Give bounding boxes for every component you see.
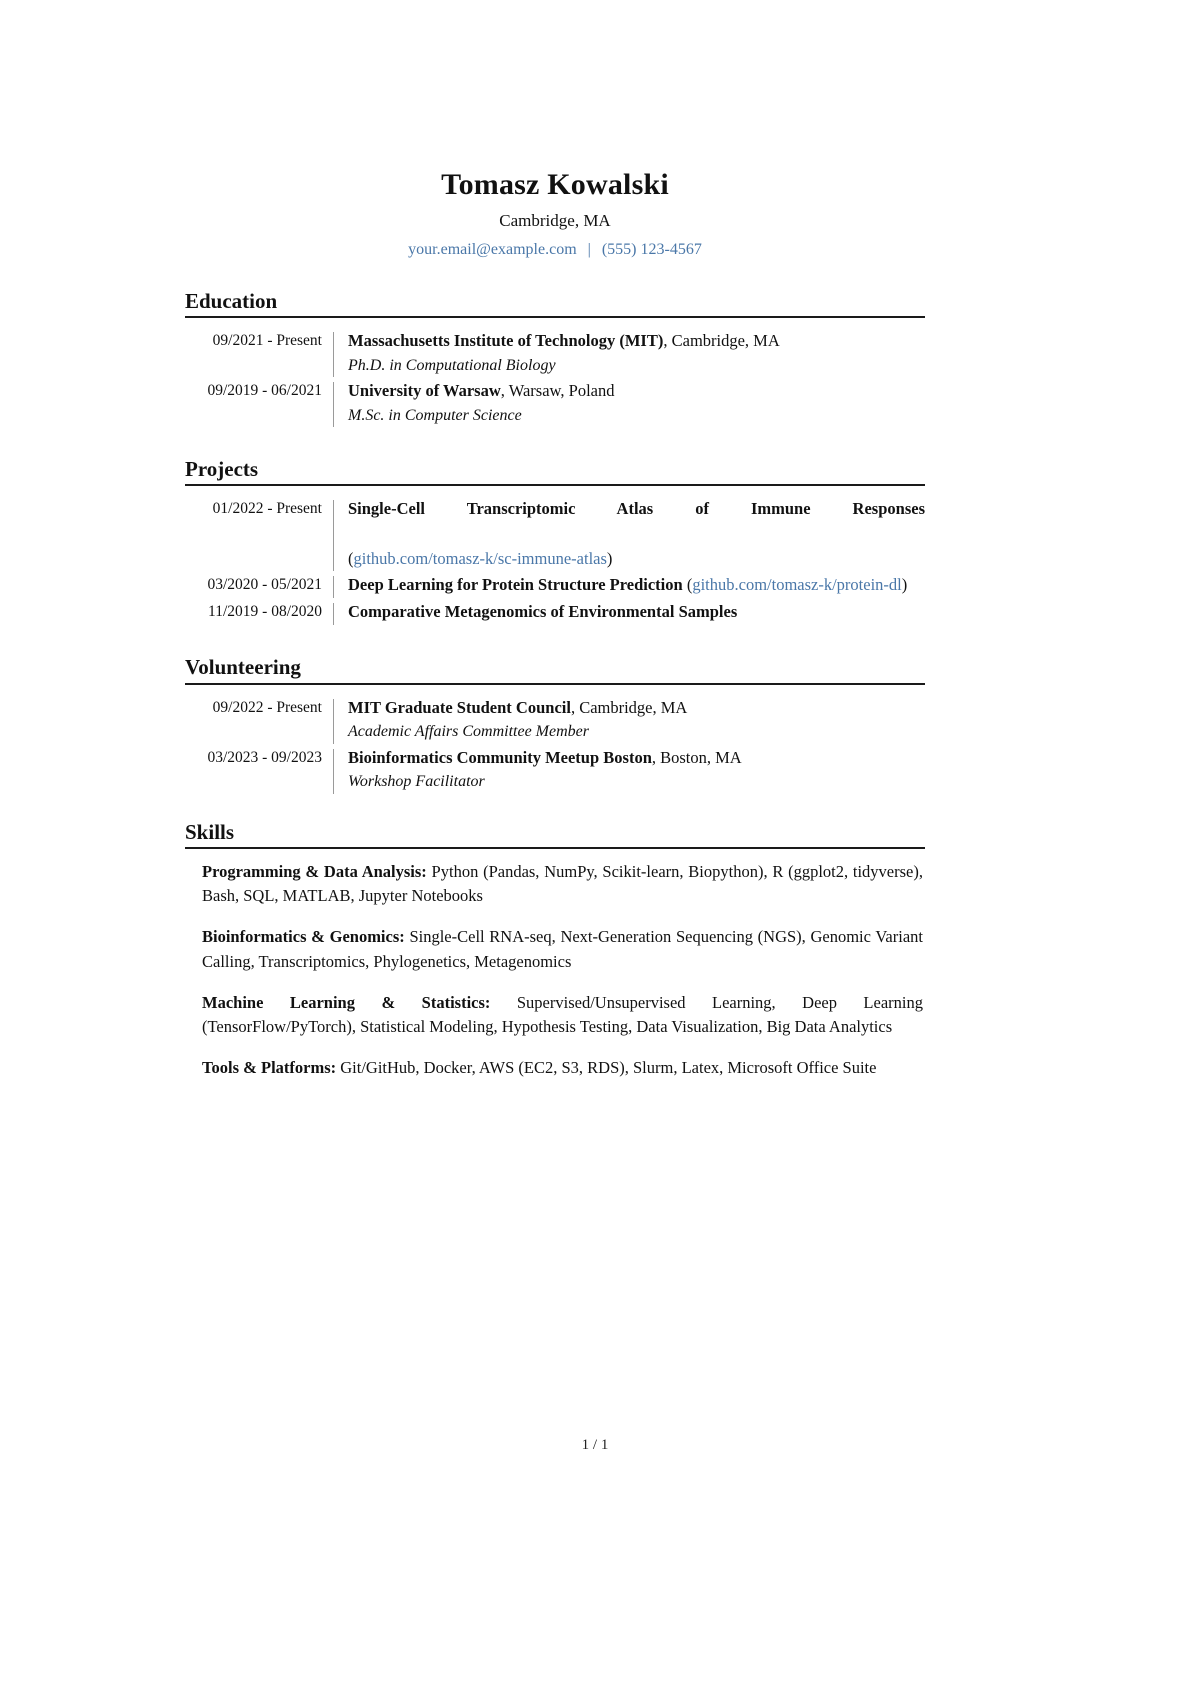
section-rule-volunteering xyxy=(185,683,925,685)
phone-link[interactable]: (555) 123-4567 xyxy=(601,240,702,258)
entry-body xyxy=(334,573,925,598)
project-link[interactable]: github.com/tomasz-k/protein-dl xyxy=(692,575,902,595)
entry-body xyxy=(334,600,925,625)
organization-location: , Warsaw, Poland xyxy=(500,381,615,401)
section-title-volunteering: Volunteering xyxy=(185,655,301,680)
volunteering-entry xyxy=(185,746,925,794)
skill-row xyxy=(202,1056,923,1081)
entry-subtitle: Ph.D. in Computational Biology xyxy=(348,356,556,374)
skill-value: Supervised/Unsupervised Learning, Deep Learning (TensorFlow/PyTorch), Statistical Modeling, Hypothesis Testing, Data Visualization, Big Data Analytics xyxy=(202,992,923,1037)
entry-heading: Deep Learning for Protein Structure Prediction (github.com/tomasz-k/protein-dl) xyxy=(348,575,908,595)
entry-date: 09/2019 - 06/2021 xyxy=(207,382,322,400)
resume-content xyxy=(185,168,925,1081)
contact-separator: | xyxy=(587,240,591,258)
section-education xyxy=(185,289,925,427)
entry-subtitle: M.Sc. in Computer Science xyxy=(348,406,522,424)
contact-line xyxy=(185,240,925,259)
entry-body xyxy=(334,696,925,744)
project-title: Comparative Metagenomics of Environmental Samples xyxy=(348,602,738,622)
entry-date: 11/2019 - 08/2020 xyxy=(208,603,322,621)
education-entry xyxy=(185,379,925,427)
entry-body xyxy=(334,497,925,571)
entry-date: 09/2021 - Present xyxy=(212,332,322,350)
candidate-name: Tomasz Kowalski xyxy=(441,168,669,201)
skill-row xyxy=(202,860,923,910)
entry-body xyxy=(334,379,925,427)
volunteering-entry xyxy=(185,696,925,744)
section-rule-education xyxy=(185,316,925,318)
entry-heading xyxy=(348,600,925,625)
entry-body xyxy=(334,329,925,377)
project-entry xyxy=(185,573,925,598)
organization-location: , Cambridge, MA xyxy=(570,697,688,717)
entry-date: 03/2023 - 09/2023 xyxy=(207,748,322,766)
skill-value: Git/GitHub, Docker, AWS (EC2, S3, RDS), Slurm, Latex, Microsoft Office Suite xyxy=(336,1058,877,1078)
skill-label: Machine Learning & Statistics: xyxy=(202,992,491,1012)
skill-row xyxy=(202,925,923,975)
entry-heading xyxy=(348,497,925,547)
project-link-wrap: (github.com/tomasz-k/sc-immune-atlas) xyxy=(348,548,613,568)
organization-name: University of Warsaw xyxy=(348,381,501,401)
entry-heading xyxy=(348,746,925,771)
entry-date: 01/2022 - Present xyxy=(212,500,322,518)
skill-label: Programming & Data Analysis: xyxy=(202,861,427,881)
entry-heading xyxy=(348,329,925,354)
email-link[interactable]: your.email@example.com xyxy=(408,240,577,258)
section-skills xyxy=(185,820,925,1081)
organization-name: MIT Graduate Student Council xyxy=(348,697,571,717)
entry-date: 09/2022 - Present xyxy=(212,698,322,716)
project-entry xyxy=(185,600,925,625)
entry-subtitle: Academic Affairs Committee Member xyxy=(348,723,589,741)
project-title: Single-Cell Transcriptomic Atlas of Immune Responses xyxy=(348,499,925,519)
resume-header xyxy=(185,168,925,259)
skill-value: Single-Cell RNA-seq, Next-Generation Sequencing (NGS), Genomic Variant Calling, Transcriptomics, Phylogenetics, Metagenomics xyxy=(202,927,923,971)
section-title-education: Education xyxy=(185,289,278,314)
project-title: Deep Learning for Protein Structure Prediction xyxy=(348,575,683,595)
section-volunteering xyxy=(185,655,925,793)
organization-name: Bioinformatics Community Meetup Boston xyxy=(348,747,652,767)
section-title-skills: Skills xyxy=(185,819,235,844)
skill-row xyxy=(202,991,923,1041)
section-rule-skills xyxy=(185,847,925,849)
candidate-location: Cambridge, MA xyxy=(499,210,611,230)
project-entry xyxy=(185,497,925,571)
entry-body xyxy=(334,746,925,794)
skill-label: Bioinformatics & Genomics: xyxy=(202,927,405,947)
education-entry xyxy=(185,329,925,377)
organization-location: , Boston, MA xyxy=(651,747,742,767)
project-link[interactable]: github.com/tomasz-k/sc-immune-atlas xyxy=(353,548,607,568)
entry-date: 03/2020 - 05/2021 xyxy=(207,576,322,594)
section-title-projects: Projects xyxy=(185,457,259,482)
organization-location: , Cambridge, MA xyxy=(663,331,780,351)
page-indicator: 1 / 1 xyxy=(581,1437,609,1453)
skill-label: Tools & Platforms: xyxy=(202,1058,337,1078)
entry-heading xyxy=(348,696,925,721)
section-rule-projects xyxy=(185,484,925,486)
page-footer xyxy=(0,1437,1190,1454)
section-projects xyxy=(185,457,925,625)
skills-body xyxy=(185,860,925,1081)
organization-name: Massachusetts Institute of Technology (MIT) xyxy=(348,331,664,351)
skill-value: Python (Pandas, NumPy, Scikit-learn, Biopython), R (ggplot2, tidyverse), Bash, SQL, MATLAB, Jupyter Notebooks xyxy=(202,861,923,906)
entry-heading xyxy=(348,379,925,404)
entry-subtitle: Workshop Facilitator xyxy=(348,773,485,791)
